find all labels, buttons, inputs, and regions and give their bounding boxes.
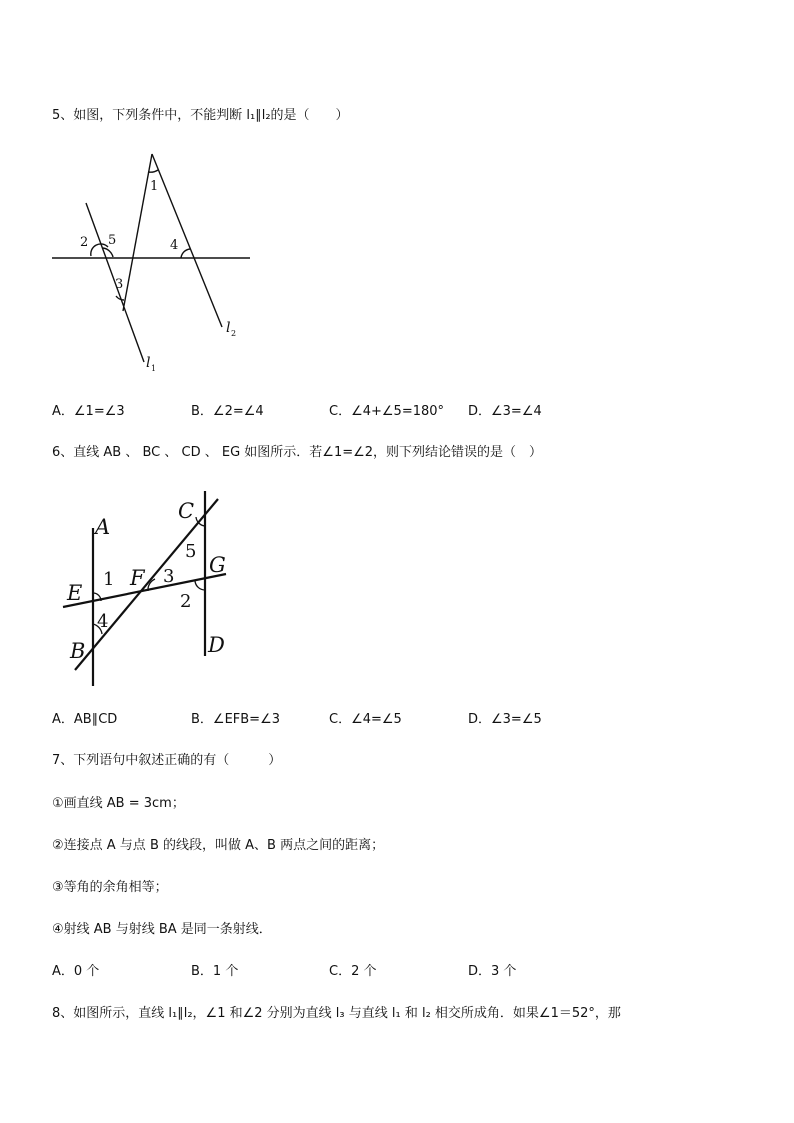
question-7-option-d: D．3 个 — [468, 964, 517, 979]
question-6-option-c: C．∠4=∠5 — [329, 712, 402, 727]
angle-label-1: 1 — [103, 569, 115, 590]
question-5-stem: 5、如图，下列条件中，不能判断 l₁∥l₂的是（ ） — [52, 108, 349, 123]
angle-label-4: 4 — [170, 238, 179, 253]
question-5-option-c: C．∠4+∠5=180° — [329, 404, 445, 419]
question-7-statement-3: ③等角的余角相等； — [52, 880, 168, 895]
angle-label-1: 1 — [150, 179, 159, 194]
question-5-option-a: A．∠1=∠3 — [52, 404, 125, 419]
question-5-option-d: D．∠3=∠4 — [468, 404, 542, 419]
line-label-l1-subscript: 1 — [151, 364, 157, 373]
angle-label-2: 2 — [180, 591, 192, 612]
question-5-option-b: B．∠2=∠4 — [191, 404, 264, 419]
question-7-stem: 7、下列语句中叙述正确的有（ ） — [52, 753, 282, 768]
question-8-stem: 8、如图所示，直线 l₁∥l₂，∠1 和∠2 分别为直线 l₃ 与直线 l₁ 和 l₂ 相交所成角．如果∠1＝52°，那 — [52, 1006, 621, 1021]
point-label-f: F — [130, 566, 145, 590]
point-label-a: A — [95, 515, 111, 539]
angle-label-5: 5 — [108, 233, 117, 248]
question-7-option-a: A．0 个 — [52, 964, 100, 979]
point-label-d: D — [208, 633, 225, 657]
question-7-statement-2: ②连接点 A 与点 B 的线段，叫做 A、B 两点之间的距离； — [52, 838, 385, 853]
question-7-option-c: C．2 个 — [329, 964, 377, 979]
angle-label-4: 4 — [97, 611, 109, 632]
question-7-statement-1: ①画直线 AB = 3cm； — [52, 796, 185, 811]
angle-label-2: 2 — [80, 235, 89, 250]
angle-label-3: 3 — [115, 277, 124, 292]
point-label-c: C — [178, 499, 195, 523]
question-6-option-b: B．∠EFB=∠3 — [191, 712, 281, 727]
question-7-statement-4: ④射线 AB 与射线 BA 是同一条射线． — [52, 922, 272, 937]
point-label-g: G — [209, 553, 226, 577]
angle-label-3: 3 — [163, 566, 175, 587]
question-6-option-a: A．AB∥CD — [52, 712, 118, 727]
angle-arc-2 — [195, 581, 205, 590]
point-label-b: B — [70, 639, 86, 663]
line-label-l1: l — [146, 355, 151, 371]
question-7-option-b: B．1 个 — [191, 964, 239, 979]
question-6-stem: 6、直线 AB 、 BC 、 CD 、 EG 如图所示．若∠1=∠2，则下列结论错误的是（ ） — [52, 445, 543, 460]
angle-label-5: 5 — [185, 541, 197, 562]
point-label-e: E — [67, 581, 83, 605]
line-label-l2: l — [226, 320, 231, 336]
question-6-option-d: D．∠3=∠5 — [468, 712, 542, 727]
line-label-l2-subscript: 2 — [231, 329, 237, 338]
